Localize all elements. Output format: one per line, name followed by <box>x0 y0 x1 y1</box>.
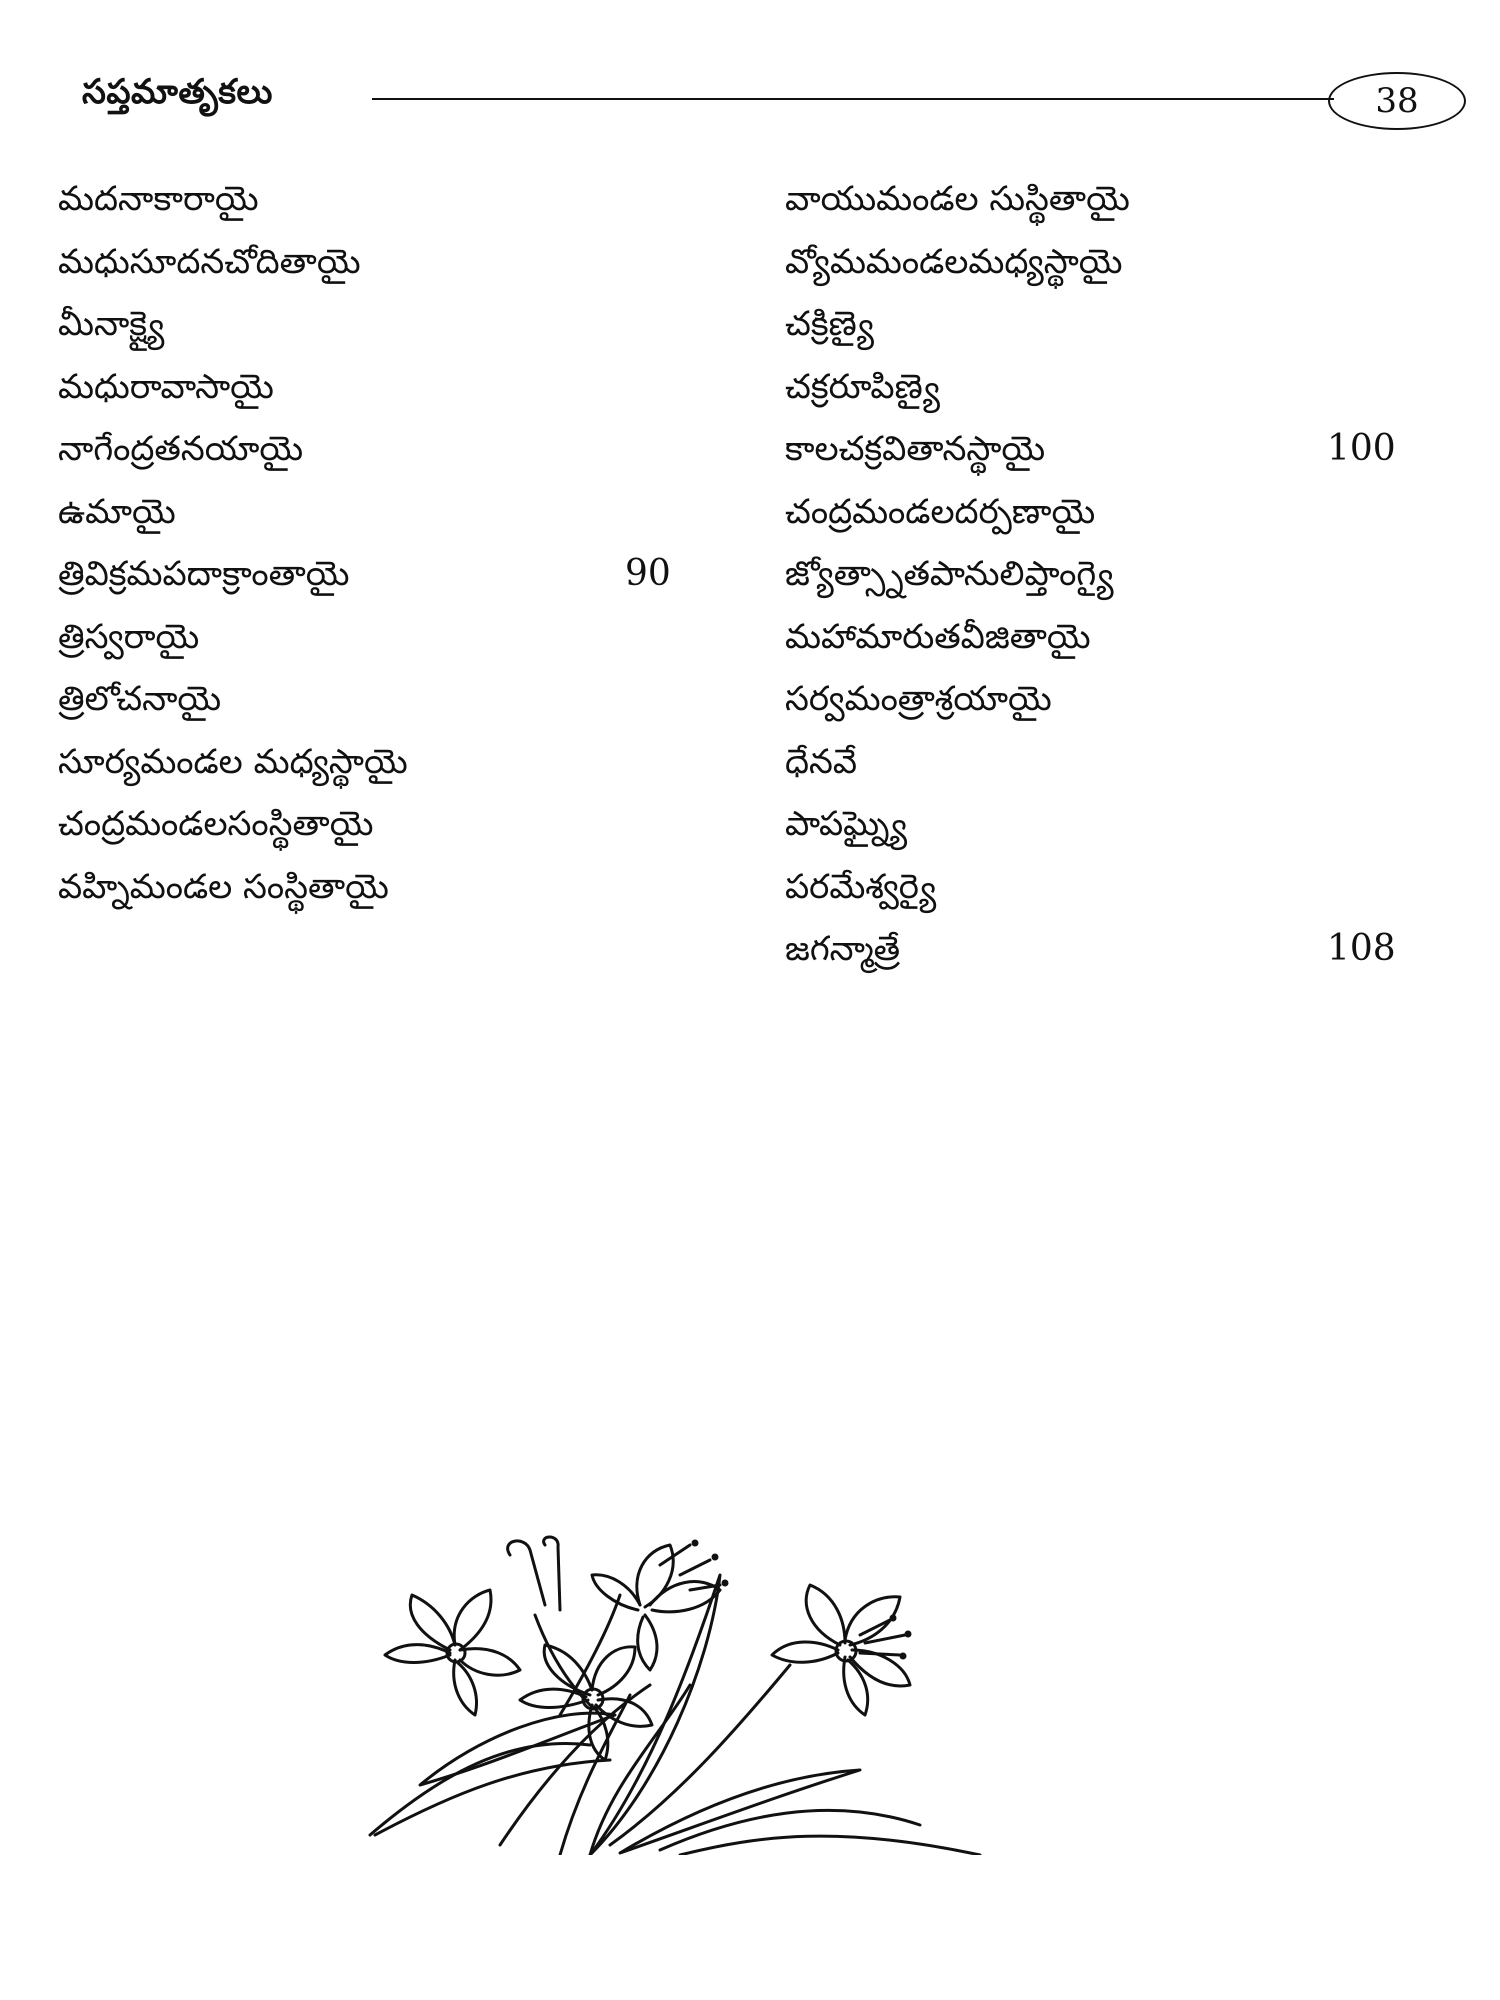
name-text: నాగేంద్రతనయాయై <box>58 429 304 469</box>
name-text: జగన్మాత్రే <box>785 929 901 969</box>
name-text: త్రిలోచనాయై <box>58 679 222 719</box>
list-item <box>58 543 698 606</box>
list-item <box>58 668 698 731</box>
left-column <box>58 168 698 918</box>
name-text: చంద్రమండలదర్పణాయై <box>785 491 1096 532</box>
page-number-oval <box>1328 72 1466 130</box>
list-item <box>785 856 1425 919</box>
list-item <box>785 668 1425 731</box>
list-item <box>58 481 698 544</box>
flower-ornament <box>360 1535 1000 1855</box>
name-text: మీనాక్ష్యై <box>58 304 165 344</box>
list-item <box>785 293 1425 356</box>
list-item <box>785 793 1425 856</box>
name-text: మధుసూదనచోదితాయై <box>58 241 361 282</box>
list-item <box>785 231 1425 294</box>
name-text: త్రిస్వరాయై <box>58 616 200 657</box>
list-item <box>785 918 1425 981</box>
list-item <box>58 418 698 481</box>
list-item <box>785 481 1425 544</box>
verse-number: 100 <box>1327 428 1396 469</box>
name-text: త్రివిక్రమపదాక్రాంతాయై <box>58 554 350 594</box>
list-item <box>58 856 698 919</box>
name-text: సూర్యమండల మధ్యస్థాయై <box>58 741 408 782</box>
name-text: ఉమాయై <box>58 491 176 532</box>
name-text: పాపఘ్న్యై <box>785 804 908 844</box>
list-item <box>785 543 1425 606</box>
list-item <box>785 168 1425 231</box>
header-rule <box>372 98 1334 100</box>
name-text: చంద్రమండలసంస్థితాయై <box>58 804 374 844</box>
list-item <box>58 168 698 231</box>
name-text: మదనాకారాయై <box>58 179 259 219</box>
name-text: చక్రరూపిణ్యై <box>785 366 941 407</box>
name-text: వ్యోమమండలమధ్యస్థాయై <box>785 241 1123 282</box>
name-text: సర్వమంత్రాశ్రయాయై <box>785 679 1052 719</box>
list-item <box>58 356 698 419</box>
name-text: జ్యోత్స్నాతపానులిప్తాంగ్యై <box>785 554 1114 594</box>
name-text: మధురావాసాయై <box>58 366 274 407</box>
verse-number: 90 <box>625 553 671 594</box>
name-text: పరమేశ్వర్యై <box>785 866 937 907</box>
name-text: చక్రిణ్యై <box>785 304 875 344</box>
list-item <box>785 356 1425 419</box>
list-item <box>785 418 1425 481</box>
list-item <box>58 293 698 356</box>
list-item <box>785 606 1425 669</box>
list-item <box>58 793 698 856</box>
name-text: ధేనవే <box>785 741 858 782</box>
list-item <box>58 606 698 669</box>
list-item <box>58 731 698 794</box>
name-text: మహామారుతవీజితాయై <box>785 616 1091 657</box>
list-item <box>58 231 698 294</box>
right-column <box>785 168 1425 981</box>
name-text: కాలచక్రవితానస్థాయై <box>785 429 1046 469</box>
list-item <box>785 731 1425 794</box>
running-header-title: సప్తమాతృకలు <box>82 72 273 112</box>
page-number: 38 <box>1375 81 1419 121</box>
name-text: వహ్నిమండల సంస్థితాయై <box>58 866 389 907</box>
name-text: వాయుమండల సుస్థితాయై <box>785 179 1130 219</box>
verse-number: 108 <box>1327 928 1396 969</box>
